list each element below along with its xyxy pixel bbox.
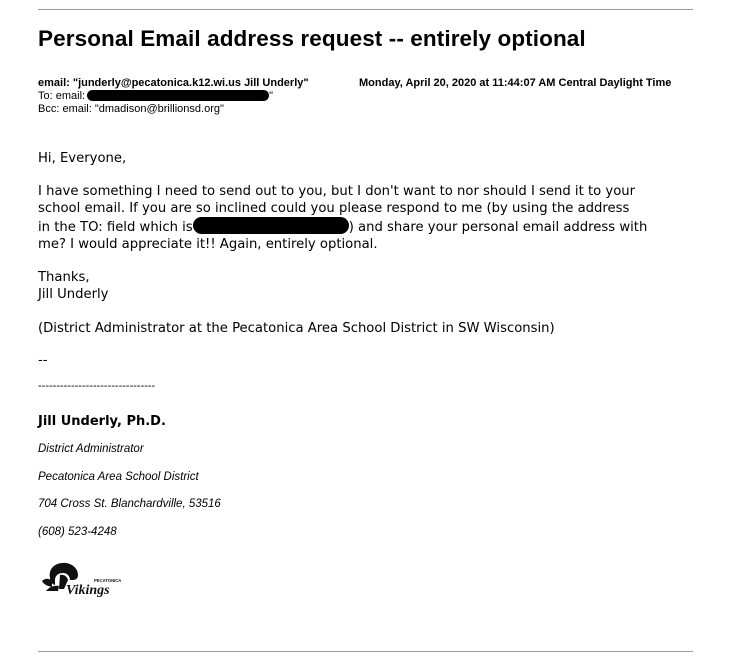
- signature-name: Jill Underly, Ph.D.: [38, 414, 166, 429]
- signature-address: 704 Cross St. Blanchardville, 53516: [38, 498, 221, 510]
- signature-delimiter: --: [38, 353, 48, 368]
- signature-phone: (608) 523-4248: [38, 526, 117, 538]
- paragraph-line-2: school email. If you are so inclined could you please respond to me (by using the address: [38, 201, 630, 216]
- signature-organization: Pecatonica Area School District: [38, 471, 199, 483]
- email-subject: Personal Email address request -- entirely optional: [38, 26, 586, 51]
- top-rule: [38, 9, 693, 10]
- redacted-to-address: [87, 90, 269, 101]
- to-label: To: email:: [38, 90, 86, 102]
- logo-small-text: PECATONICA: [94, 578, 122, 583]
- from-line: email: "junderly@pecatonica.k12.wi.us Jill Underly": [38, 77, 309, 89]
- to-line: [38, 90, 273, 103]
- thanks-text: Thanks,: [38, 270, 90, 285]
- paragraph-line-4: me? I would appreciate it!! Again, entirely optional.: [38, 237, 378, 252]
- message-paragraph: [38, 183, 647, 253]
- redacted-inline-address: [193, 217, 349, 234]
- paragraph-line-1: I have something I need to send out to you, but I don't want to nor should I send it to your: [38, 184, 636, 199]
- signature-separator: --------------------------------: [38, 380, 156, 392]
- sent-date: Monday, April 20, 2020 at 11:44:07 AM Central Daylight Time: [359, 77, 672, 89]
- signoff-name: Jill Underly: [38, 287, 109, 302]
- signature-title: District Administrator: [38, 443, 144, 455]
- bottom-rule: [38, 651, 693, 652]
- bcc-line: Bcc: email: "dmadison@brillionsd.org": [38, 103, 224, 115]
- signoff: [38, 269, 108, 303]
- to-suffix: ": [269, 90, 273, 102]
- admin-note: (District Administrator at the Pecatonica Area School District in SW Wisconsin): [38, 321, 555, 336]
- vikings-helmet-logo: [40, 558, 124, 600]
- greeting: Hi, Everyone,: [38, 151, 127, 166]
- paragraph-line-3: in the TO: field which is ) and share your personal email address with: [38, 217, 647, 236]
- logo-big-text: Vikings: [66, 583, 110, 598]
